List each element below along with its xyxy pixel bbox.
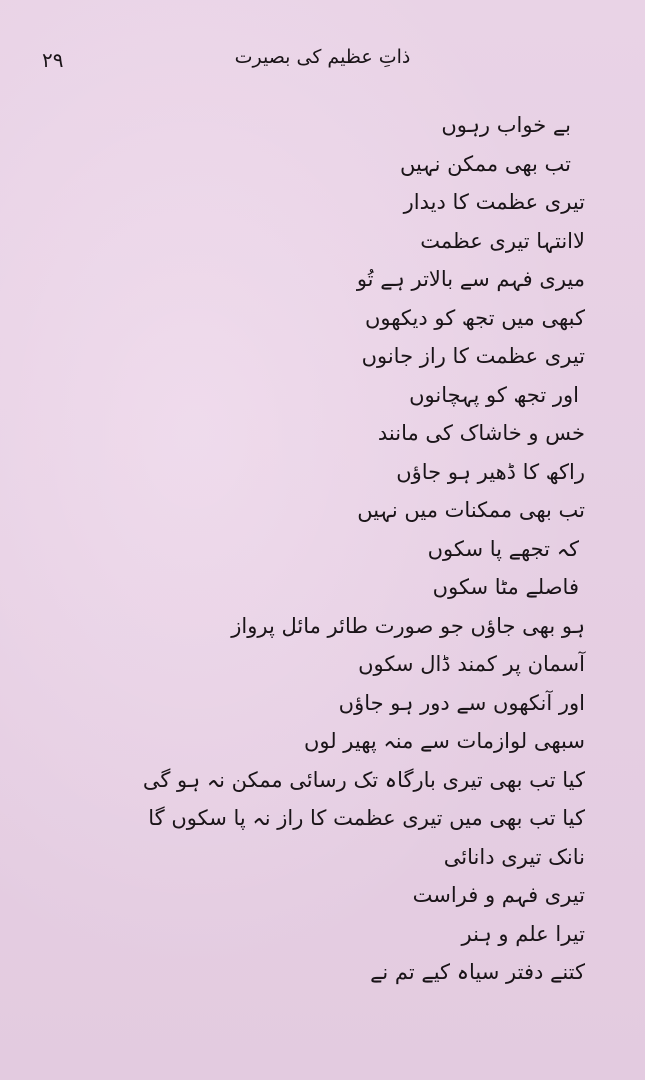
running-title: ذاتِ عظیم کی بصیرت (234, 46, 411, 68)
poem-line: ہو بھی جاؤں جو صورت طائر مائل پرواز (231, 613, 585, 638)
poem-line: کیا تب بھی تیری بارگاہ تک رسائی ممکن نہ ہو گی (142, 767, 585, 792)
poem-line: آسمان پر کمند ڈال سکوں (358, 652, 585, 676)
poem-line: تیرا علم و ہنر (461, 921, 585, 946)
poem-line: تیری فہم و فراست (412, 883, 585, 907)
poem-line: میری فہم سے بالاتر ہے تُو (356, 267, 585, 291)
poem-line: بے خواب رہوں (441, 113, 571, 137)
poem-body (45, 106, 585, 992)
poem-line: راکھ کا ڈھیر ہو جاؤں (396, 459, 585, 484)
poem-line: خس و خاشاک کی مانند (377, 421, 585, 445)
poem-line: اور آنکھوں سے دور ہو جاؤں (338, 690, 585, 715)
page-header (0, 44, 645, 84)
poem-line: تیری عظمت کا دیدار (403, 190, 585, 214)
poem-line: سبھی لوازمات سے منہ پھیر لوں (303, 729, 585, 753)
poem-line: کبھی میں تجھ کو دیکھوں (364, 305, 585, 330)
poem-line: لاانتہا تیری عظمت (420, 228, 585, 253)
poem-line: کہ تجھے پا سکوں (427, 536, 579, 561)
poem-line: تب بھی ممکنات میں نہیں (357, 498, 585, 522)
poem-line: کتنے دفتر سیاہ کیے تم نے (370, 960, 585, 984)
poem-line: تب بھی ممکن نہیں (400, 151, 571, 176)
poem-line: نانک تیری دانائی (443, 844, 585, 869)
poem-line: فاصلے مٹا سکوں (432, 575, 579, 599)
poem-line: کیا تب بھی میں تیری عظمت کا راز نہ پا سکوں گا (148, 806, 585, 830)
poem-line: اور تجھ کو پہچانوں (409, 382, 579, 407)
poem-line: تیری عظمت کا راز جانوں (361, 344, 585, 368)
page-number: ۲۹ (42, 48, 64, 72)
